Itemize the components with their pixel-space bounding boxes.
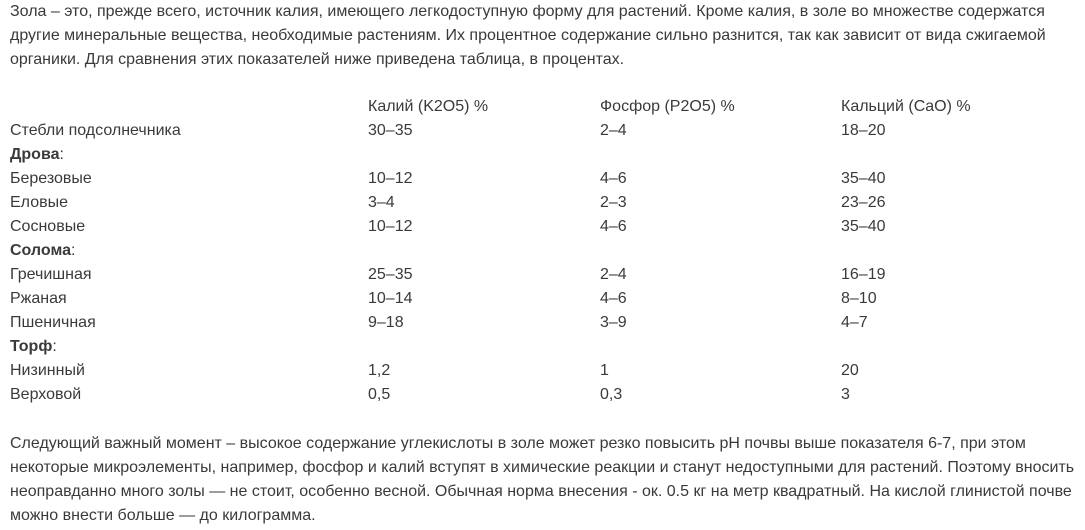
potassium-value: 9–18	[368, 314, 404, 331]
calcium-value: 8–10	[841, 290, 877, 307]
header-potassium: Калий (K2O5) %	[368, 98, 489, 115]
row-label: Низинный	[10, 362, 85, 379]
table-row	[10, 215, 1070, 239]
potassium-value: 0,5	[368, 386, 391, 403]
table-row	[10, 383, 1070, 407]
phosphorus-value: 4–6	[600, 218, 627, 235]
table-group-row	[10, 335, 1070, 359]
phosphorus-value: 2–3	[600, 194, 627, 211]
group-name: Дрова	[10, 146, 60, 163]
row-label: Березовые	[10, 170, 92, 187]
header-calcium: Кальций (CaO) %	[841, 98, 971, 115]
group-heading	[10, 143, 1070, 167]
group-heading	[10, 335, 1070, 359]
table-row	[10, 311, 1070, 335]
outro-paragraph: Следующий важный момент – высокое содержание углекислоты в золе может резко повысить pH почвы выше показателя 6-7, при этом некоторые микроэлементы, например, фосфор и калий вступят в химические реакции и станут недоступными для растений. Поэтому вносить неоправданно много золы — не стоит, особенно весной. Обычная норма внесения - ок. 0.5 кг на метр квадратный. На кислой глинистой почве можно внести больше — до килограмма.	[10, 435, 1075, 524]
calcium-value: 23–26	[841, 194, 886, 211]
table-row	[10, 167, 1070, 191]
table-group-row	[10, 239, 1070, 263]
potassium-value: 25–35	[368, 266, 413, 283]
phosphorus-value: 2–4	[600, 122, 627, 139]
group-name: Солома	[10, 242, 71, 259]
header-source	[10, 95, 368, 119]
intro-paragraph: Зола – это, прежде всего, источник калия, имеющего легкодоступную форму для растений. Кроме калия, в золе во множестве содержатся другие минеральные вещества, необходимые растениям. Их процентное содержание сильно разнится, так как зависит от вида сжигаемой органики. Для сравнения этих показателей ниже приведена таблица, в процентах.	[10, 3, 1046, 68]
table-row	[10, 191, 1070, 215]
calcium-value: 3	[841, 386, 850, 403]
row-label: Пшеничная	[10, 314, 96, 331]
table-row	[10, 359, 1070, 383]
table-body	[10, 119, 1070, 407]
phosphorus-value: 4–6	[600, 170, 627, 187]
ash-composition-table	[10, 95, 1070, 407]
table-row	[10, 287, 1070, 311]
table-header-row	[10, 95, 1070, 119]
phosphorus-value: 4–6	[600, 290, 627, 307]
table-group-row	[10, 143, 1070, 167]
row-label: Ржаная	[10, 290, 67, 307]
potassium-value: 30–35	[368, 122, 413, 139]
calcium-value: 35–40	[841, 218, 886, 235]
potassium-value: 10–12	[368, 170, 413, 187]
phosphorus-value: 2–4	[600, 266, 627, 283]
row-label: Стебли подсолнечника	[10, 122, 181, 139]
group-name: Торф	[10, 338, 53, 355]
header-phosphorus: Фосфор (P2O5) %	[600, 98, 735, 115]
phosphorus-value: 0,3	[600, 386, 623, 403]
row-label: Гречишная	[10, 266, 92, 283]
calcium-value: 4–7	[841, 314, 868, 331]
table-row	[10, 119, 1070, 143]
potassium-value: 10–14	[368, 290, 413, 307]
row-label: Верховой	[10, 386, 82, 403]
row-label: Сосновые	[10, 218, 86, 235]
phosphorus-value: 3–9	[600, 314, 627, 331]
calcium-value: 16–19	[841, 266, 886, 283]
row-label: Еловые	[10, 194, 68, 211]
group-colon: :	[59, 146, 64, 163]
potassium-value: 1,2	[368, 362, 391, 379]
calcium-value: 20	[841, 362, 859, 379]
potassium-value: 10–12	[368, 218, 413, 235]
phosphorus-value: 1	[600, 362, 609, 379]
table-row	[10, 263, 1070, 287]
group-colon: :	[70, 242, 76, 259]
group-colon: :	[52, 338, 57, 355]
potassium-value: 3–4	[368, 194, 395, 211]
calcium-value: 18–20	[841, 122, 886, 139]
group-heading	[10, 239, 1070, 263]
calcium-value: 35–40	[841, 170, 886, 187]
